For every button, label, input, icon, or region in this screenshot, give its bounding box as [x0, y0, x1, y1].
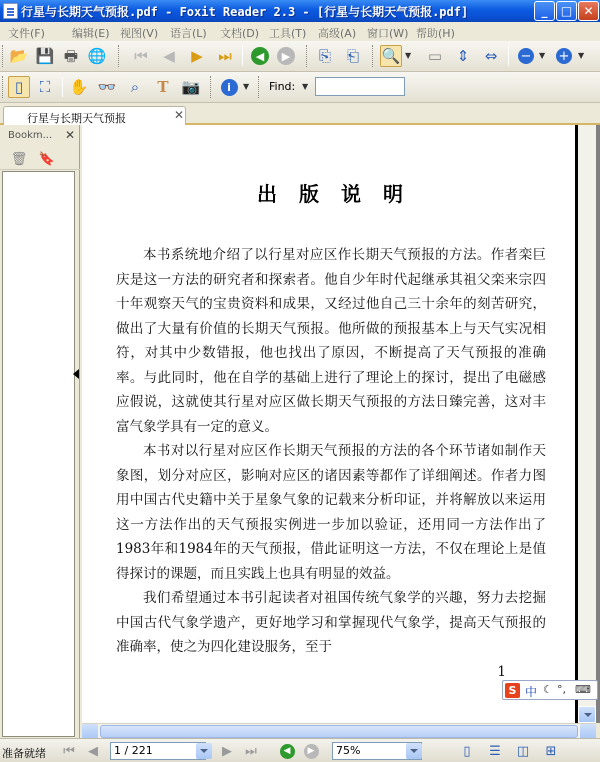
status-next-page-icon[interactable]: ▶ [222, 743, 232, 759]
back-icon[interactable]: ◀ [251, 47, 269, 65]
fit-width-icon[interactable]: ⇔ [484, 46, 498, 65]
status-last-page-icon[interactable]: ⏭ [245, 743, 257, 759]
zoom-out-icon[interactable]: − [518, 48, 534, 64]
last-page-icon[interactable]: ⏭ [218, 46, 232, 65]
app-icon [3, 3, 18, 19]
prev-page-icon[interactable]: ◀ [163, 46, 175, 65]
toolbar-grip[interactable] [2, 76, 5, 98]
find-input[interactable] [315, 77, 405, 96]
bookmarks-close-icon[interactable]: ✕ [65, 128, 76, 142]
find-options-dropdown-icon[interactable]: ▼ [302, 82, 309, 91]
menu-view[interactable]: 视图(V) [120, 27, 159, 40]
single-page-view-icon[interactable]: ▯ [463, 743, 471, 759]
document-view[interactable] [82, 125, 600, 723]
menu-advanced[interactable]: 高级(A) [318, 27, 357, 40]
document-tab-label: 行星与长期天气预报 [27, 112, 126, 125]
toolbar-grip[interactable] [210, 76, 213, 98]
pdf-page [82, 125, 578, 723]
ime-logo-icon[interactable]: S [505, 683, 520, 698]
menu-language[interactable]: 语言(L) [170, 27, 207, 40]
zoom-dropdown-icon[interactable] [406, 743, 422, 759]
snapshot-tool-icon[interactable]: ⛶ [39, 77, 51, 96]
window-title: 行星与长期天气预报.pdf - Foxit Reader 2.3 - [行星与长期天气预报.pdf] [21, 5, 469, 19]
bookmarks-title[interactable]: Bookm... [8, 130, 53, 141]
menu-window[interactable]: 窗口(W) [367, 27, 409, 40]
paragraph: 本书对以行星对应区作长期天气预报的方法的各个环节诸如制作天象图，划分对应区，影响对应区的诸因素等都作了详细阐述。作者力图用中国古代史籍中关于星象气象的记载来分析印证，并将解放以来运用这一方法作出的天气预报实例进一步加以验证，还用同一方法作出了1983年和1984年的天气预报，借此证明这一方法，不仅在理论上是值得探讨的课题，而且实践上也具有明显的效益。 [116, 443, 546, 582]
forward-icon[interactable]: ▶ [277, 47, 295, 65]
bookmarks-panel [0, 125, 80, 738]
rotate-right-icon[interactable]: ⎗ [346, 46, 359, 65]
info-dropdown-icon[interactable]: ▼ [243, 82, 250, 91]
zoom-plus-dropdown-icon[interactable]: ▼ [578, 51, 585, 60]
moon-icon[interactable]: ☾ [543, 683, 553, 696]
fit-page-icon[interactable]: ⇕ [456, 46, 470, 65]
email-icon[interactable]: 🌐 [87, 46, 107, 65]
print-icon[interactable]: 🖶 [63, 46, 79, 65]
facing-view-icon[interactable]: ◫ [516, 743, 530, 759]
zoom-in-icon[interactable]: 🔍 [380, 45, 402, 67]
horizontal-scrollbar[interactable] [82, 723, 596, 738]
bookmarks-toolbar [0, 146, 80, 170]
toolbar-tools [0, 72, 600, 103]
select-tool-icon[interactable]: ▯ [8, 76, 30, 98]
menu-edit[interactable]: 编辑(E) [72, 27, 110, 40]
find-label: Find: [269, 80, 296, 93]
status-back-icon[interactable]: ◀ [280, 744, 295, 759]
page-body [116, 243, 546, 684]
scroll-left-arrow-icon[interactable] [82, 724, 98, 739]
delete-bookmark-icon[interactable]: 🗑 [10, 151, 28, 167]
toolbar-grip[interactable] [118, 45, 121, 67]
status-prev-page-icon[interactable]: ◀ [88, 743, 98, 759]
ime-mode-toggle[interactable]: 中 [525, 685, 538, 699]
toolbar-main [0, 41, 600, 72]
maximize-button[interactable]: □ [556, 1, 577, 21]
page-heading: 出版说明 [257, 182, 425, 206]
continuous-view-icon[interactable]: ☰ [489, 743, 501, 759]
paragraph: 我们希望通过本书引起读者对祖国传统气象学的兴趣，努力去挖掘中国古代气象学遗产，更好地学习和掌握现代气象学，提高天气预报的准确率，使之为四化建设服务，至于 [116, 590, 546, 655]
menu-bar [0, 22, 600, 41]
page-dropdown-icon[interactable] [196, 743, 212, 759]
document-tab-strip [0, 103, 600, 125]
toolbar-grip[interactable] [306, 45, 309, 67]
toolbar-grip[interactable] [258, 76, 261, 98]
bookmarks-list[interactable] [2, 171, 75, 737]
menu-document[interactable]: 文档(D) [220, 27, 260, 40]
zoom-out-dropdown-icon[interactable]: ▼ [539, 51, 546, 60]
page-footer-char: 1 [497, 663, 506, 680]
collapse-panel-icon[interactable] [73, 369, 79, 379]
binoculars-icon[interactable]: ⌕ [130, 77, 140, 96]
status-text: 准备就绪 [2, 747, 46, 760]
document-tab[interactable] [3, 106, 186, 125]
keyboard-icon[interactable]: ⌨ [575, 683, 591, 696]
status-bar [0, 738, 600, 762]
title-bar [0, 0, 600, 22]
info-icon[interactable]: i [221, 79, 238, 96]
status-first-page-icon[interactable]: ⏮ [63, 743, 75, 759]
menu-tools[interactable]: 工具(T) [269, 27, 307, 40]
minimize-button[interactable]: _ [534, 1, 555, 21]
page-number-field[interactable]: 1 / 221 [110, 742, 206, 760]
zoom-plus-icon[interactable]: + [556, 48, 572, 64]
hand-tool-icon[interactable]: ✋ [69, 77, 89, 96]
menu-file[interactable]: 文件(F) [8, 27, 45, 40]
actual-size-icon[interactable]: ▭ [427, 46, 443, 65]
first-page-icon[interactable]: ⏮ [134, 46, 148, 65]
next-page-icon[interactable]: ▶ [191, 46, 203, 65]
punct-icon[interactable]: °, [557, 683, 566, 696]
find-glasses-icon[interactable]: 👓 [97, 77, 117, 96]
horizontal-scroll-thumb[interactable] [100, 725, 578, 738]
text-select-icon[interactable]: T [157, 77, 169, 96]
paragraph: 本书系统地介绍了以行星对应区作长期天气预报的方法。作者栾巨庆是这一方法的研究者和探索者。他自少年时代起继承其祖父栾来宗四十年观察天气的宝贵资料和成果，又经过他自己三十余年的刻苦研究，做出了大量有价值的长期天气预报。他所做的预报基本上与天气实况相符，对其中少数错报，他也找出了原因，不断提高了天气预报的准确率。与此同时，他在自学的基础上进行了理论上的探讨，提出了电磁感应假说，这就使其行星对应区做长期天气预报的方法日臻完善，这对丰富气象学具有一定的意义。 [116, 247, 546, 435]
tab-close-icon[interactable]: ✕ [174, 108, 185, 122]
rotate-left-icon[interactable]: ⎘ [318, 46, 331, 65]
scroll-down-arrow-icon[interactable] [578, 706, 596, 723]
scroll-right-arrow-icon[interactable] [580, 724, 596, 739]
toolbar-grip[interactable] [2, 45, 5, 67]
ime-toolbar [502, 680, 598, 700]
menu-help[interactable]: 帮助(H) [416, 27, 455, 40]
image-select-icon[interactable]: 📷 [181, 77, 201, 96]
save-icon[interactable]: 💾 [35, 46, 55, 65]
bookmarks-header [0, 127, 80, 144]
status-forward-icon[interactable]: ▶ [304, 744, 319, 759]
close-button[interactable]: ✕ [578, 1, 599, 21]
toolbar-grip[interactable] [372, 45, 375, 67]
add-bookmark-icon[interactable]: 🔖 [38, 151, 56, 167]
zoom-tool-dropdown-icon[interactable]: ▼ [405, 51, 412, 60]
open-icon[interactable]: 📂 [9, 46, 29, 65]
continuous-facing-icon[interactable]: ⊞ [545, 743, 557, 759]
zoom-level-field[interactable]: 75% [332, 742, 422, 760]
vertical-scrollbar[interactable] [578, 125, 596, 723]
